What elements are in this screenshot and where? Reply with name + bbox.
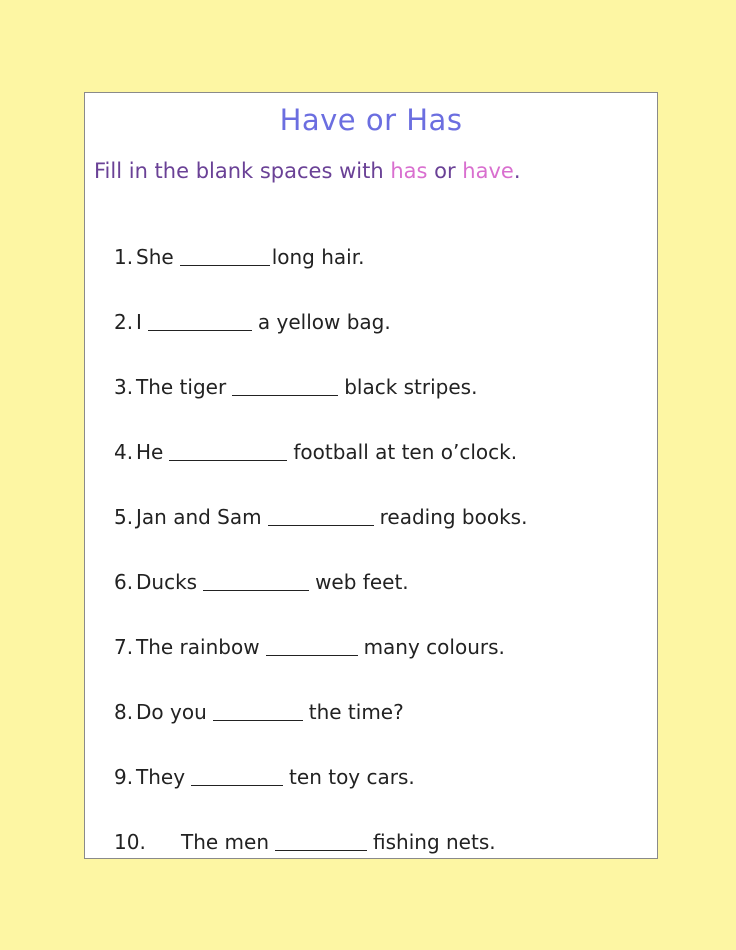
instruction-middle: or xyxy=(427,159,463,183)
question-before: The rainbow xyxy=(136,635,260,659)
question-number: 9. xyxy=(114,765,134,789)
answer-blank[interactable] xyxy=(232,394,338,396)
question-2 xyxy=(114,310,391,334)
answer-blank[interactable] xyxy=(203,589,309,591)
question-before: Jan and Sam xyxy=(136,505,262,529)
answer-blank[interactable] xyxy=(169,459,287,461)
instruction xyxy=(94,159,521,183)
question-7 xyxy=(114,635,505,659)
question-3 xyxy=(114,375,477,399)
question-number: 6. xyxy=(114,570,134,594)
question-number: 10. xyxy=(114,830,146,854)
question-number: 5. xyxy=(114,505,134,529)
answer-blank[interactable] xyxy=(180,264,270,266)
question-before: I xyxy=(136,310,142,334)
question-before: Do you xyxy=(136,700,207,724)
worksheet xyxy=(84,92,658,859)
question-before: The men xyxy=(181,830,270,854)
answer-blank[interactable] xyxy=(148,329,252,331)
question-after: football at ten o’clock. xyxy=(293,440,518,464)
answer-blank[interactable] xyxy=(275,849,367,851)
answer-blank[interactable] xyxy=(213,719,303,721)
question-number: 1. xyxy=(114,245,134,269)
question-after: long hair. xyxy=(271,245,365,269)
question-before: They xyxy=(136,765,186,789)
question-number: 7. xyxy=(114,635,134,659)
question-number: 2. xyxy=(114,310,134,334)
keyword-have: have xyxy=(462,159,514,183)
question-after: ten toy cars. xyxy=(289,765,415,789)
question-after: web feet. xyxy=(315,570,409,594)
question-before: Ducks xyxy=(136,570,198,594)
instruction-prefix: Fill in the blank spaces with xyxy=(94,159,391,183)
answer-blank[interactable] xyxy=(268,524,374,526)
question-5 xyxy=(114,505,527,529)
keyword-has: has xyxy=(390,159,428,183)
question-after: reading books. xyxy=(379,505,528,529)
answer-blank[interactable] xyxy=(266,654,358,656)
question-after: fishing nets. xyxy=(373,830,496,854)
question-after: the time? xyxy=(308,700,404,724)
answer-blank[interactable] xyxy=(191,784,283,786)
question-before: He xyxy=(136,440,164,464)
question-10 xyxy=(114,830,496,854)
question-number: 8. xyxy=(114,700,134,724)
question-after: black stripes. xyxy=(344,375,478,399)
question-9 xyxy=(114,765,415,789)
question-1 xyxy=(114,245,364,269)
worksheet-title: Have or Has xyxy=(279,103,463,137)
question-8 xyxy=(114,700,404,724)
question-number: 3. xyxy=(114,375,134,399)
question-6 xyxy=(114,570,409,594)
instruction-suffix: . xyxy=(513,159,521,183)
question-after: a yellow bag. xyxy=(257,310,391,334)
question-number: 4. xyxy=(114,440,134,464)
question-before: The tiger xyxy=(136,375,227,399)
question-before: She xyxy=(136,245,174,269)
question-4 xyxy=(114,440,517,464)
question-after: many colours. xyxy=(363,635,505,659)
